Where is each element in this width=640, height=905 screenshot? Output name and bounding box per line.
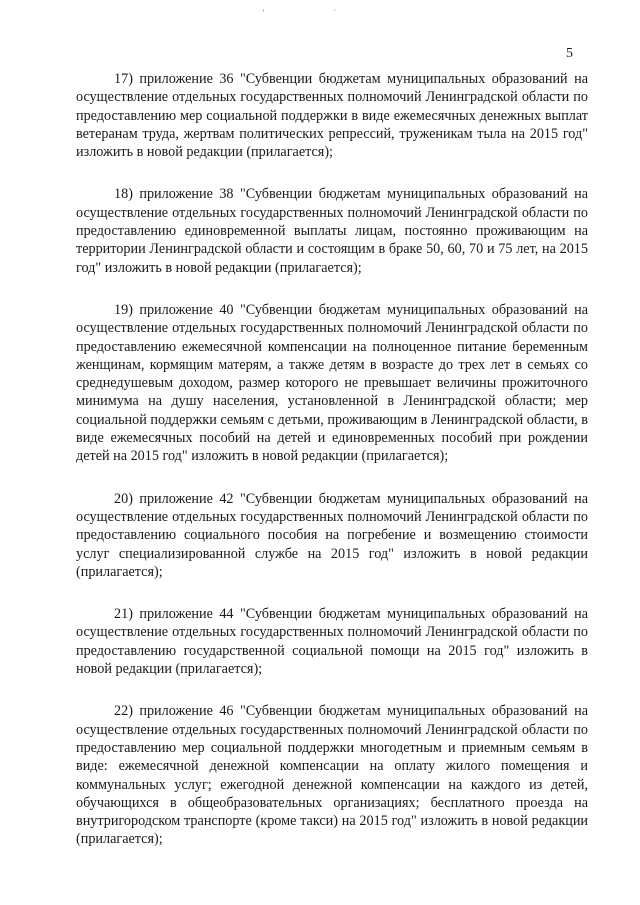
paragraph-17: 17) приложение 36 "Субвенции бюджетам муниципальных образований на осуществление отдельных государственных полномочий Ленинградской области по предоставлению мер социальной поддержки в виде ежемесячных денежных выплат ветеранам труда, жертвам политических репрессий, труженикам тыла на 2015 год" изложить в новой редакции (прилагается); bbox=[76, 71, 588, 161]
paragraph-20: 20) приложение 42 "Субвенции бюджетам муниципальных образований на осуществление отдельных государственных полномочий Ленинградской области по предоставлению социального пособия на погребение и возмещению стоимости услуг специализированной службе на 2015 год" изложить в новой редакции (прилагается); bbox=[76, 490, 588, 580]
paragraph-22: 22) приложение 46 "Субвенции бюджетам муниципальных образований на осуществление отдельных государственных полномочий Ленинградской области по предоставлению мер социальной поддержки многодетным и приемным семьям в виде: ежемесячной денежной компенсации на оплату жилого помещения и коммунальных услуг; ежегодной денежной компенсации на каждого из детей, обучающихся в общеобразовательных организациях; бесплатного проезда на внутригородском транспорте (кроме такси) на 2015 год" изложить в новой редакции (прилагается); bbox=[76, 703, 588, 848]
document-body bbox=[76, 70, 588, 873]
paragraph-18: 18) приложение 38 "Субвенции бюджетам муниципальных образований на осуществление отдельных государственных полномочий Ленинградской области по предоставлению единовременной выплаты лицам, постоянно проживающим на территории Ленинградской области и состоящим в браке 50, 60, 70 и 75 лет, на 2015 год" изложить в новой редакции (прилагается); bbox=[76, 186, 588, 276]
scan-mark-left: ʼ bbox=[262, 8, 265, 18]
scan-mark-right: ´ bbox=[333, 8, 336, 18]
paragraph-21: 21) приложение 44 "Субвенции бюджетам муниципальных образований на осуществление отдельных государственных полномочий Ленинградской области по предоставлению государственной социальной помощи на 2015 год" изложить в новой редакции (прилагается); bbox=[76, 606, 588, 678]
page-number: 5 bbox=[566, 46, 573, 61]
paragraph-19: 19) приложение 40 "Субвенции бюджетам муниципальных образований на осуществление отдельных государственных полномочий Ленинградской области по предоставлению ежемесячной компенсации на полноценное питание беременным женщинам, кормящим матерям, а также детям в возрасте до трех лет в семьях со среднедушевым доходом, размер которого не превышает величины прожиточного минимума на душу населения, установленной в Ленинградской области; мер социальной поддержки семьям с детьми, проживающим в Ленинградской области, в виде ежемесячных пособий на детей и единовременных пособий при рождении детей на 2015 год" изложить в новой редакции (прилагается); bbox=[76, 301, 588, 465]
